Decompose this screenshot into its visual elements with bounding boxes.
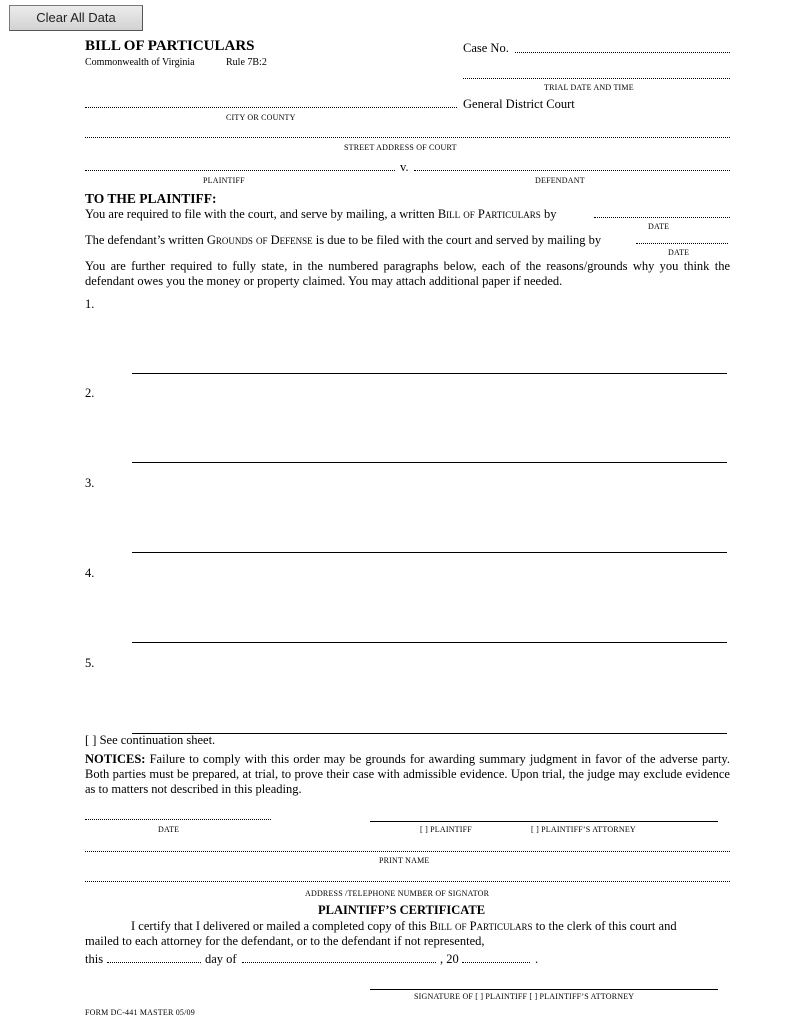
city-county-field[interactable] <box>85 107 457 108</box>
print-name-field[interactable] <box>85 851 730 852</box>
signature-field[interactable] <box>370 821 718 822</box>
paragraph-line-3 <box>132 552 727 553</box>
paragraph-field-2[interactable] <box>132 401 727 463</box>
instruction-line-2-form-name: Grounds of Defense <box>206 233 313 247</box>
year-label: , 20 <box>440 952 459 966</box>
case-no-field[interactable] <box>515 52 730 53</box>
paragraph-field-5[interactable] <box>132 671 727 733</box>
instruction-line-2-text: The defendant’s written <box>85 233 207 247</box>
instruction-line-2-suffix: is due to be filed with the court and served by mailing by <box>312 233 602 247</box>
paragraph-number-5: 5. <box>85 656 95 670</box>
versus-label: v. <box>400 160 409 174</box>
street-address-caption: STREET ADDRESS OF COURT <box>344 143 457 152</box>
instruction-line-2 <box>85 233 601 248</box>
bill-due-date-caption: DATE <box>648 222 670 231</box>
clear-all-data-button[interactable]: Clear All Data <box>9 5 143 31</box>
notices-paragraph <box>85 752 730 797</box>
paragraph-number-2: 2. <box>85 386 95 400</box>
form-title: BILL OF PARTICULARS <box>85 38 255 54</box>
trial-date-caption: TRIAL DATE AND TIME <box>544 83 634 92</box>
certificate-month-field[interactable] <box>242 962 436 963</box>
form-subtitle: Commonwealth of Virginia <box>85 57 195 68</box>
plaintiff-caption: PLAINTIFF <box>203 176 245 185</box>
paragraph-field-1[interactable] <box>132 312 727 374</box>
instruction-line-1 <box>85 207 556 222</box>
instruction-line-1-form-name: Bill of Particulars <box>437 207 541 221</box>
address-phone-caption: ADDRESS /TELEPHONE NUMBER OF SIGNATOR <box>305 889 490 898</box>
case-no-label: Case No. <box>463 41 509 55</box>
certificate-signature-caption: SIGNATURE OF [ ] PLAINTIFF [ ] PLAINTIFF’S ATTORNEY <box>414 992 635 1001</box>
certificate-line-2: mailed to each attorney for the defendant, or to the defendant if not represented, <box>85 934 485 948</box>
paragraph-line-4 <box>132 642 727 643</box>
street-address-field[interactable] <box>85 137 730 138</box>
form-id: FORM DC-441 MASTER 05/09 <box>85 1008 195 1017</box>
defendant-caption: DEFENDANT <box>535 176 585 185</box>
certificate-day-field[interactable] <box>107 962 201 963</box>
day-of-label: day of <box>205 952 237 966</box>
city-county-caption: CITY OR COUNTY <box>226 113 296 122</box>
paragraph-number-1: 1. <box>85 297 95 311</box>
paragraph-number-3: 3. <box>85 476 95 490</box>
bill-due-date-field[interactable] <box>594 217 730 218</box>
notices-label: NOTICES: <box>85 752 146 766</box>
instruction-line-3: You are further required to fully state, in the numbered paragraphs below, each of the reasons/grounds why you think the defendant owes you the money or property claimed. You may attach additional paper if needed. <box>85 259 730 288</box>
instruction-line-1-text: You are required to file with the court, and serve by mailing, a written <box>85 207 438 221</box>
form-rule: Rule 7B:2 <box>226 57 267 68</box>
paragraph-line-5 <box>132 733 727 734</box>
paragraph-field-3[interactable] <box>132 491 727 553</box>
certificate-line-1-text: I certify that I delivered or mailed a completed copy of this <box>131 919 430 933</box>
this-label: this <box>85 952 104 966</box>
certificate-year-field[interactable] <box>462 962 530 963</box>
to-plaintiff-heading: TO THE PLAINTIFF: <box>85 191 217 206</box>
certificate-signature-field[interactable] <box>370 989 718 990</box>
paragraph-number-4: 4. <box>85 566 95 580</box>
attorney-checkbox[interactable]: [ ] PLAINTIFF’S ATTORNEY <box>531 825 636 834</box>
plaintiff-checkbox[interactable]: [ ] PLAINTIFF <box>420 825 472 834</box>
paragraph-line-2 <box>132 462 727 463</box>
certificate-period: . <box>535 952 539 966</box>
signature-date-caption: DATE <box>158 825 180 834</box>
paragraph-line-1 <box>132 373 727 374</box>
certificate-heading: PLAINTIFF’S CERTIFICATE <box>318 903 486 917</box>
notices-text: Failure to comply with this order may be grounds for awarding summary judgment in favor of the adverse party. Both parties must be prepared, at trial, to prove their case with admissible evidence. Upon trial, the judge may exclude evidence as to matters not described in this pleading. <box>85 752 730 796</box>
instruction-line-1-suffix: by <box>540 207 557 221</box>
certificate-line-1 <box>131 919 677 934</box>
defendant-field[interactable] <box>414 170 730 171</box>
signature-date-field[interactable] <box>85 819 271 820</box>
certificate-line-1-form-name: Bill of Particulars <box>429 919 533 933</box>
court-label: General District Court <box>463 97 575 111</box>
defense-due-date-field[interactable] <box>636 243 728 244</box>
defense-due-date-caption: DATE <box>668 248 690 257</box>
continuation-checkbox[interactable]: [ ] See continuation sheet. <box>85 733 216 747</box>
trial-date-field[interactable] <box>463 78 730 79</box>
certificate-line-1-suffix: to the clerk of this court and <box>532 919 677 933</box>
paragraph-field-4[interactable] <box>132 581 727 643</box>
print-name-caption: PRINT NAME <box>379 856 430 865</box>
address-phone-field[interactable] <box>85 881 730 882</box>
plaintiff-field[interactable] <box>85 170 395 171</box>
